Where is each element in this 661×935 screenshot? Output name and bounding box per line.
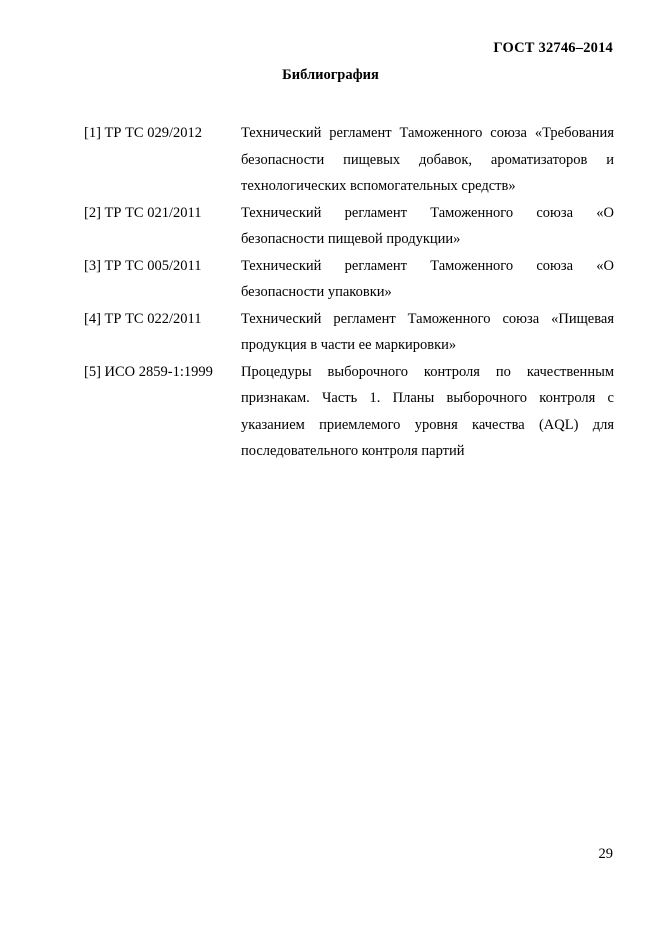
entry-reference: [2] ТР ТС 021/2011 [84, 204, 202, 221]
entry-reference: [1] ТР ТС 029/2012 [84, 125, 203, 141]
bibliography-entry-2 [84, 200, 614, 253]
bibliography-entry-3 [84, 253, 614, 306]
bibliography-entry-1 [84, 120, 614, 200]
entry-description: Технический регламент Таможенного союза «О безопасности упаковки» [241, 257, 614, 300]
entry-description: Технический регламент Таможенного союза «Требования безопасности пищевых добавок, ароматизаторов и технологических вспомогательных средств» [241, 125, 614, 194]
page-number: 29 [598, 846, 613, 862]
entry-reference: [4] ТР ТС 022/2011 [84, 310, 202, 327]
bibliography-list [84, 120, 614, 465]
entry-description: Технический регламент Таможенного союза «Пищевая продукция в части ее маркировки» [241, 310, 614, 353]
entry-description: Процедуры выборочного контроля по качественным признакам. Часть 1. Планы выборочного контроля с указанием приемлемого уровня качества (AQL) для последовательного контроля партий [241, 363, 614, 459]
bibliography-entry-5 [84, 359, 614, 465]
document-code: ГОСТ 32746–2014 [493, 40, 613, 56]
bibliography-entry-4 [84, 306, 614, 359]
entry-reference: [3] ТР ТС 005/2011 [84, 257, 202, 274]
entry-description: Технический регламент Таможенного союза «О безопасности пищевой продукции» [241, 204, 614, 247]
page-title: Библиография [282, 67, 379, 83]
entry-reference: [5] ИСО 2859-1:1999 [84, 363, 213, 380]
